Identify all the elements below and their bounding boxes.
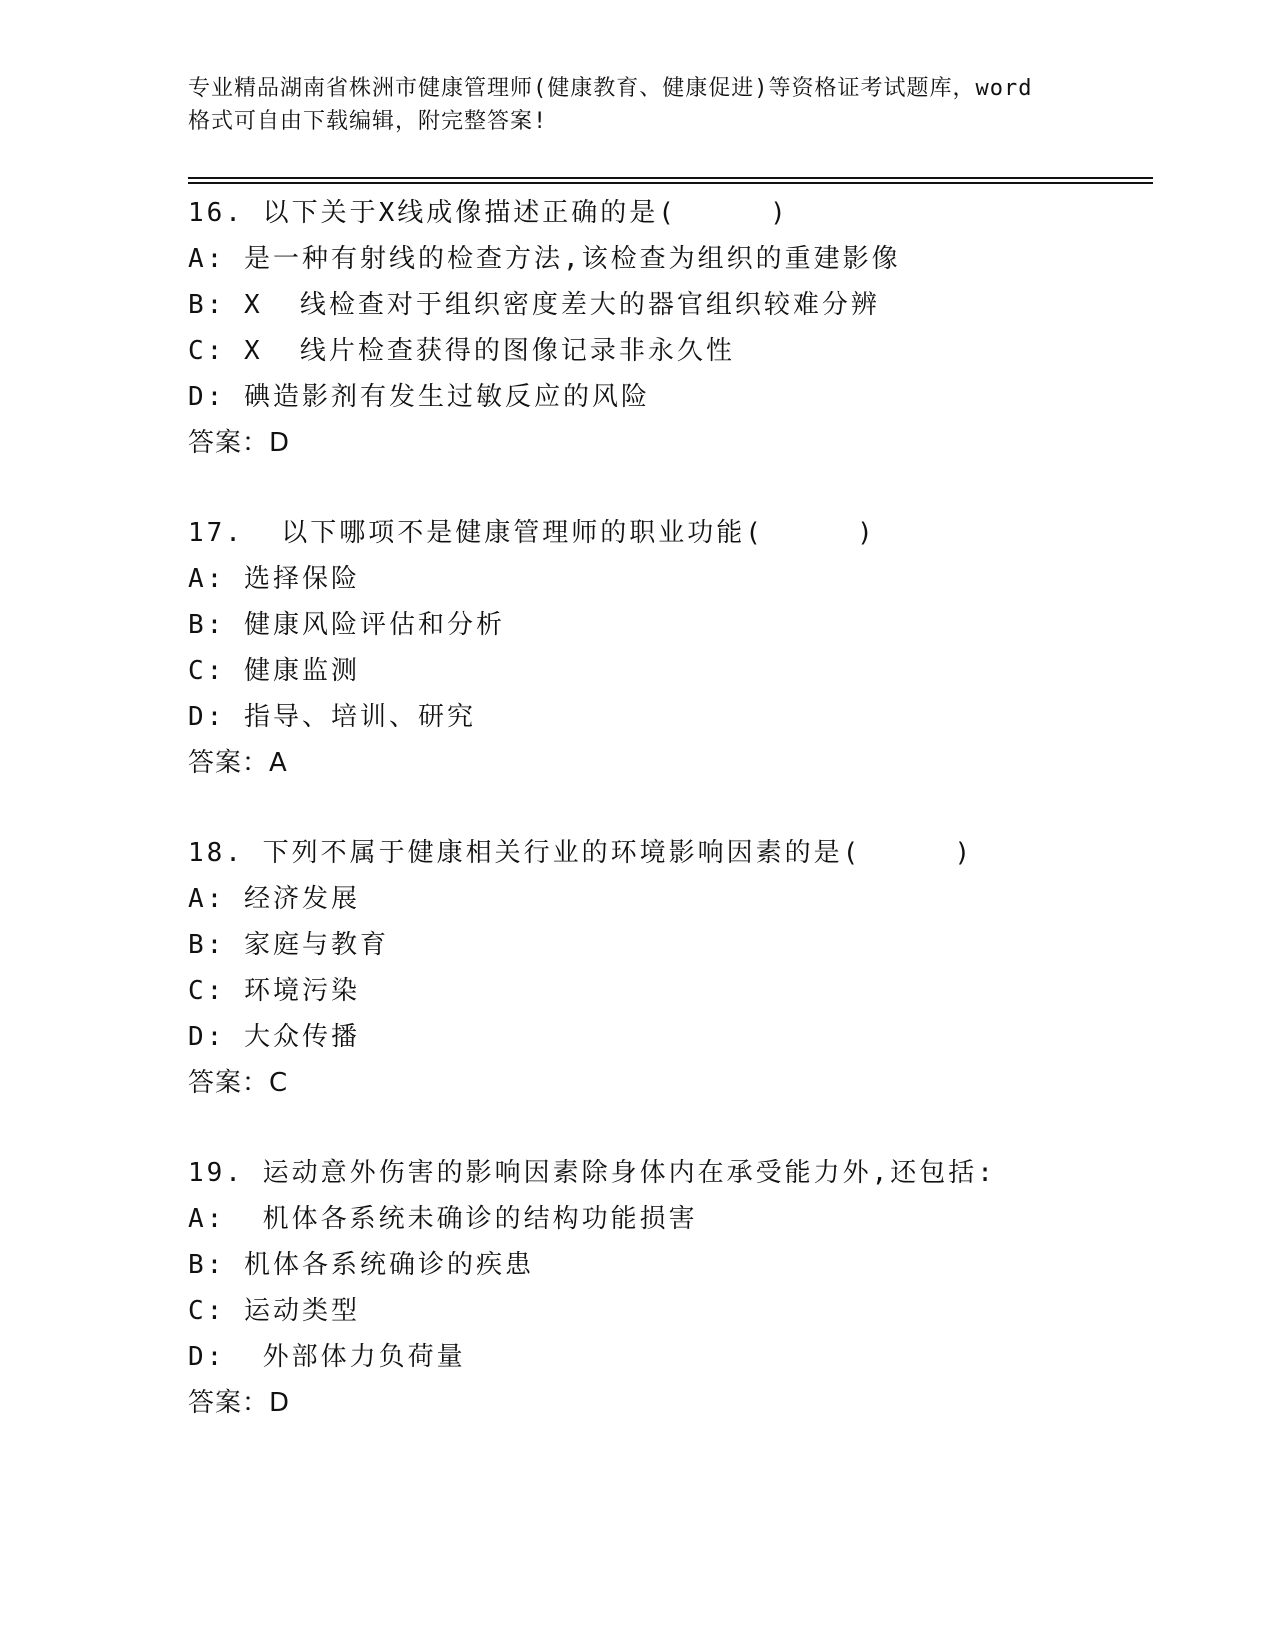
question-stem: 19. 运动意外伤害的影响因素除身体内在承受能力外,还包括: <box>188 1158 996 1188</box>
document-header <box>188 72 1088 138</box>
question-19 <box>188 1150 1148 1426</box>
answer-label: 答案：D <box>188 1388 291 1418</box>
option-b: B: 家庭与教育 <box>188 930 389 960</box>
option-a: A: 机体各系统未确诊的结构功能损害 <box>188 1204 698 1234</box>
option-d: D: 指导、培训、研究 <box>188 702 476 732</box>
option-a: A: 是一种有射线的检查方法,该检查为组织的重建影像 <box>188 244 901 274</box>
header-divider-bottom <box>188 182 1153 184</box>
option-d: D: 外部体力负荷量 <box>188 1342 466 1372</box>
answer-label: 答案：D <box>188 428 291 458</box>
option-c: C: 健康监测 <box>188 656 360 686</box>
question-18 <box>188 830 1148 1106</box>
option-a: A: 选择保险 <box>188 564 360 594</box>
question-17 <box>188 510 1148 786</box>
question-stem: 17. 以下哪项不是健康管理师的职业功能( ) <box>188 518 876 548</box>
option-c: C: 运动类型 <box>188 1296 360 1326</box>
question-stem: 16. 以下关于X线成像描述正确的是( ) <box>188 198 789 228</box>
option-b: B: X 线检查对于组织密度差大的器官组织较难分辨 <box>188 290 880 320</box>
header-line-1: 专业精品湖南省株洲市健康管理师(健康教育、健康促进)等资格证考试题库，word <box>188 76 1033 101</box>
option-c: C: X 线片检查获得的图像记录非永久性 <box>188 336 735 366</box>
option-d: D: 大众传播 <box>188 1022 360 1052</box>
header-line-2: 格式可自由下载编辑，附完整答案! <box>188 109 548 134</box>
question-16 <box>188 190 1148 466</box>
question-stem: 18. 下列不属于健康相关行业的环境影响因素的是( ) <box>188 838 974 868</box>
question-list <box>188 190 1148 1470</box>
answer-label: 答案：A <box>188 748 288 778</box>
option-b: B: 健康风险评估和分析 <box>188 610 505 640</box>
header-divider-top <box>188 177 1153 179</box>
answer-label: 答案：C <box>188 1068 289 1098</box>
option-d: D: 碘造影剂有发生过敏反应的风险 <box>188 382 650 412</box>
option-b: B: 机体各系统确诊的疾患 <box>188 1250 534 1280</box>
option-a: A: 经济发展 <box>188 884 360 914</box>
option-c: C: 环境污染 <box>188 976 360 1006</box>
